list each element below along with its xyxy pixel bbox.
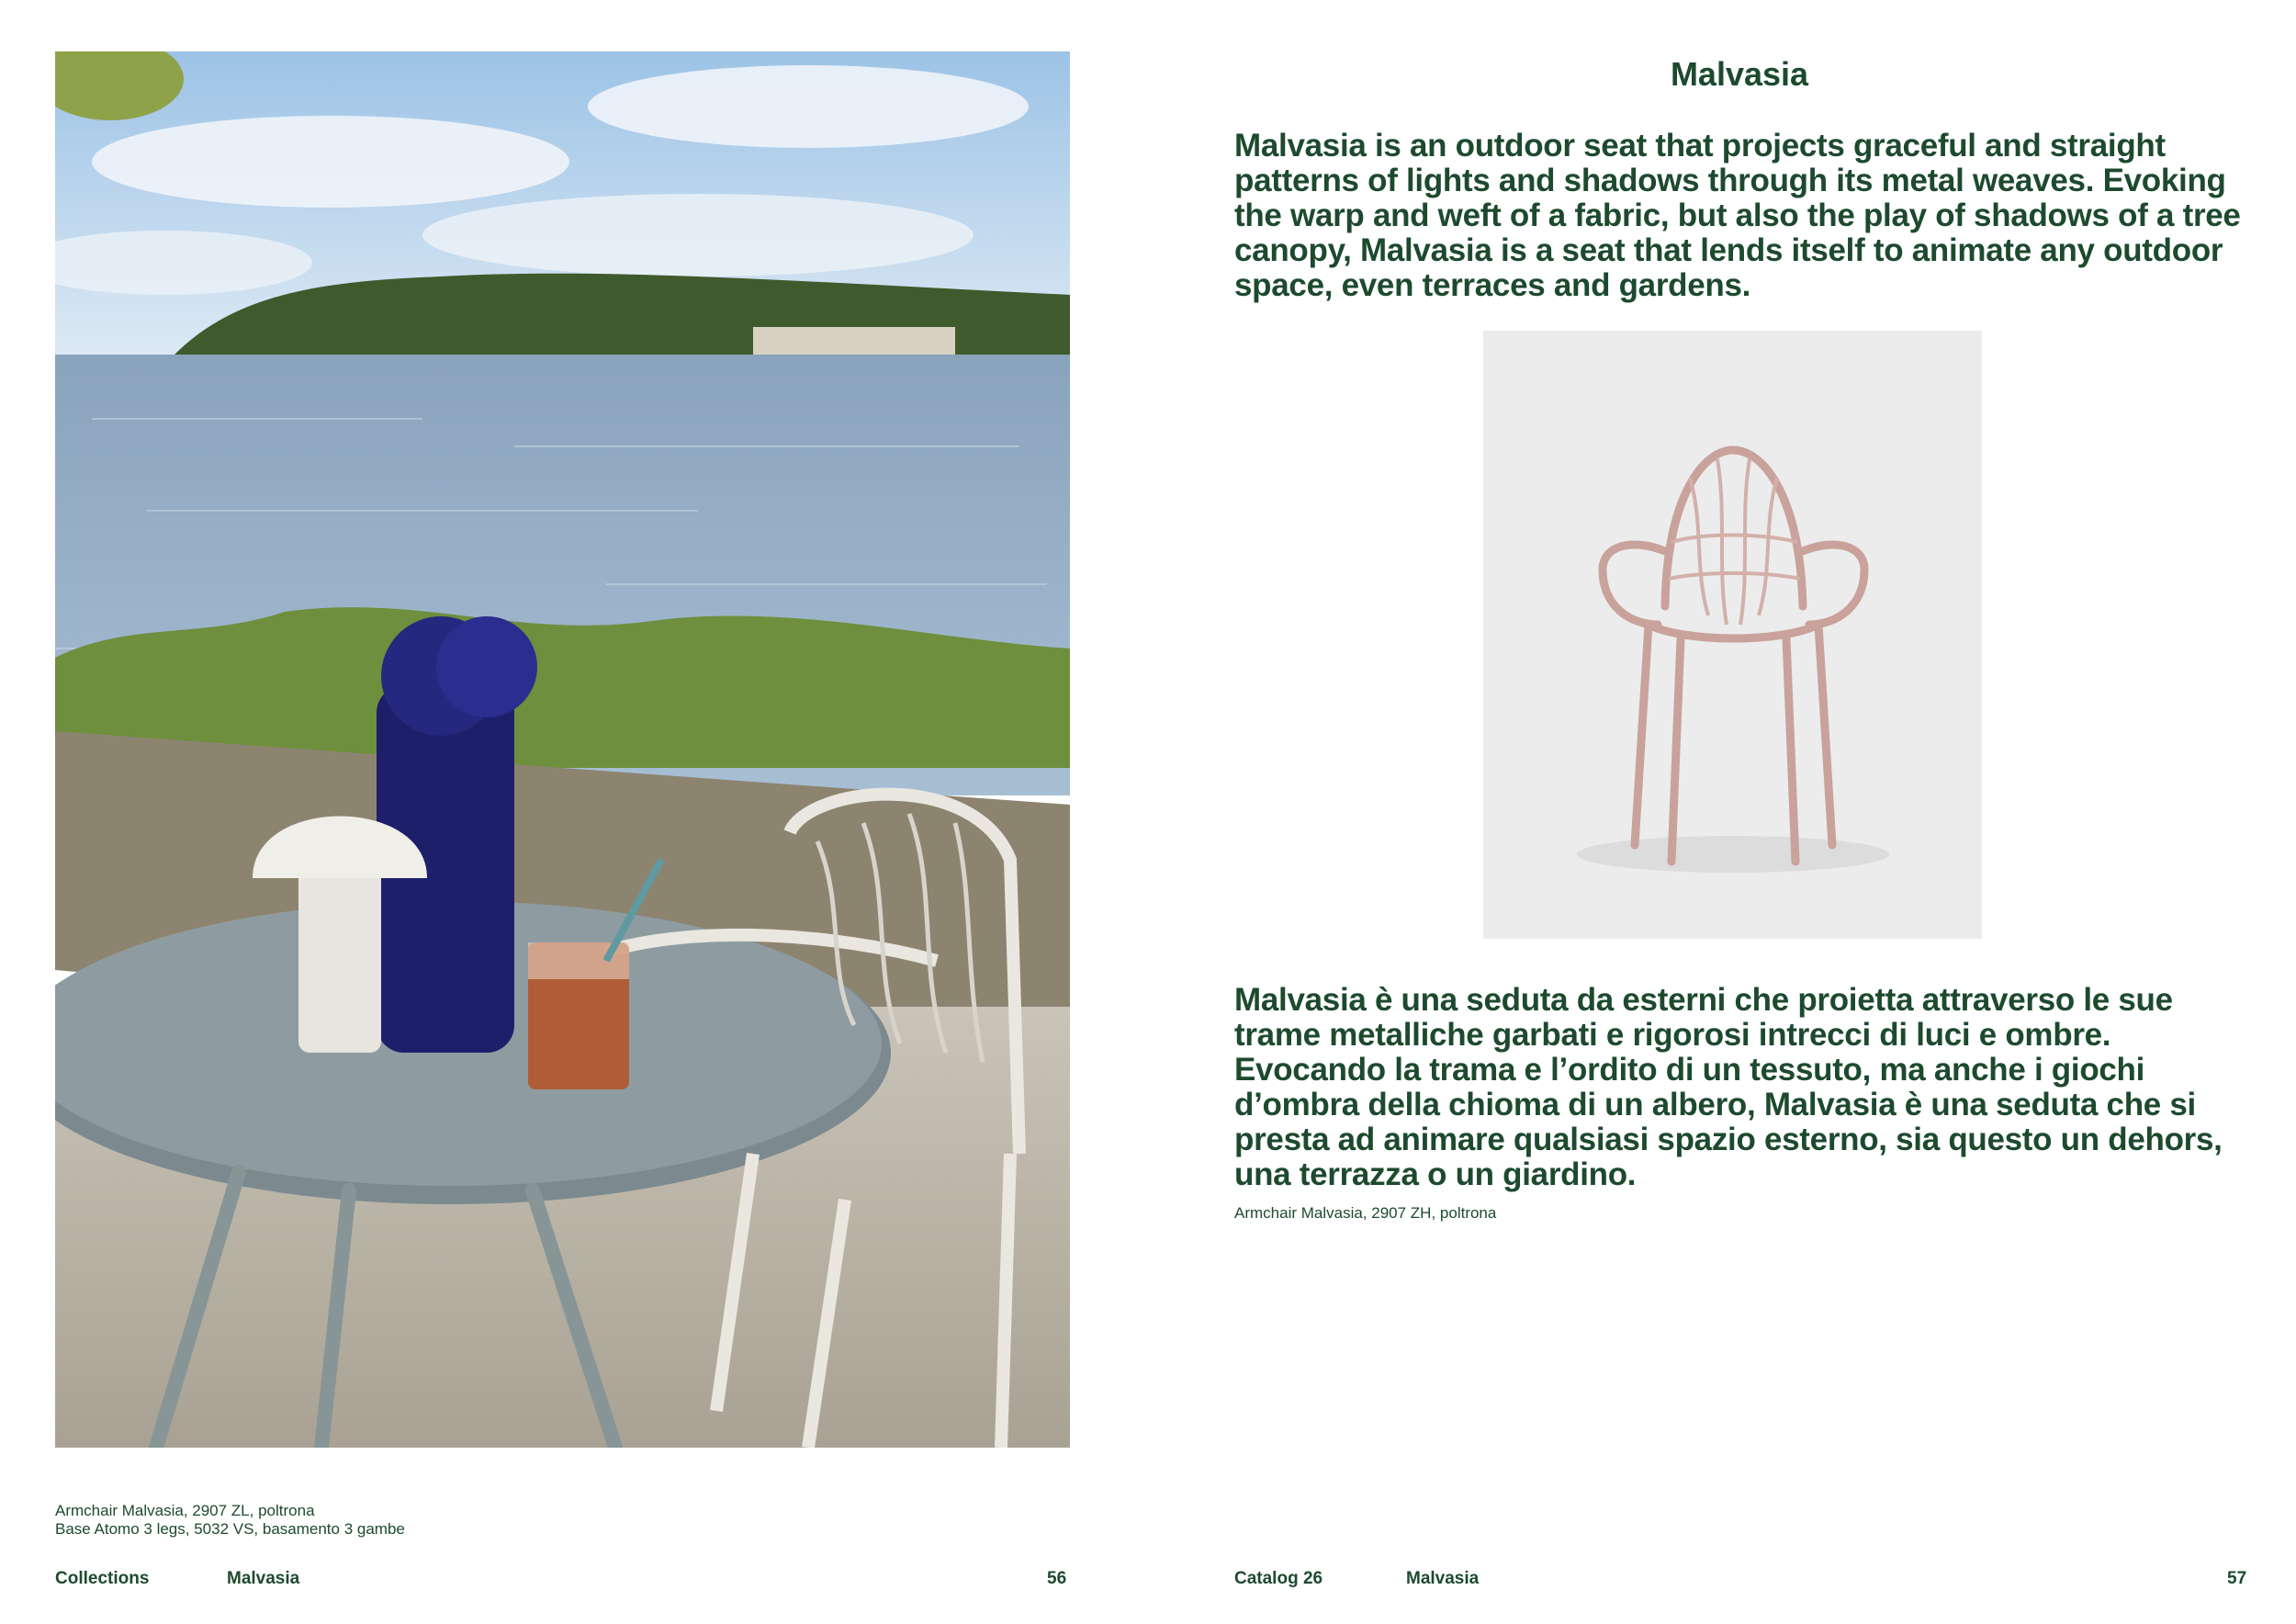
lake-scene-illustration — [55, 51, 1070, 1448]
page-number: 56 — [1047, 1569, 1067, 1588]
footer-catalog: Catalog 26 — [1234, 1569, 1323, 1588]
body-text-english: Malvasia is an outdoor seat that projects graceful and straight patterns of lights and shadows through its metal weaves. Evoking the warp and weft of a fabric, but also the play of shadows of a tree canopy, Malvasia is a seat that lends itself to animate any outdoor space, even terraces and gardens. — [1234, 128, 2241, 303]
footer-collection: Malvasia — [227, 1569, 300, 1588]
left-caption — [55, 1502, 405, 1539]
right-caption: Armchair Malvasia, 2907 ZH, poltrona — [1234, 1204, 1497, 1222]
body-text-italian: Malvasia è una seduta da esterni che proietta attraverso le sue trame metalliche garbati e rigorosi intrecci di luci e ombre. Evocando la trama e l’ordito di un tessuto, ma anche i giochi d’ombra della chioma di un albero, Malvasia è una seduta che si presta ad animare qualsiasi spazio esterno, sia questo un dehors, una terrazza o un giardino. — [1234, 982, 2223, 1192]
armchair-illustration — [1483, 331, 1982, 939]
caption-line: Armchair Malvasia, 2907 ZL, poltrona — [55, 1502, 315, 1519]
terrace-lake-photo — [55, 51, 1070, 1448]
footer-collection: Malvasia — [1406, 1569, 1480, 1588]
footer-section: Collections — [55, 1569, 150, 1588]
page-number: 57 — [2227, 1569, 2247, 1588]
caption-line: Base Atomo 3 legs, 5032 VS, basamento 3 gambe — [55, 1520, 405, 1538]
page-title: Malvasia — [1670, 55, 1809, 93]
pink-armchair-photo — [1483, 331, 1982, 939]
